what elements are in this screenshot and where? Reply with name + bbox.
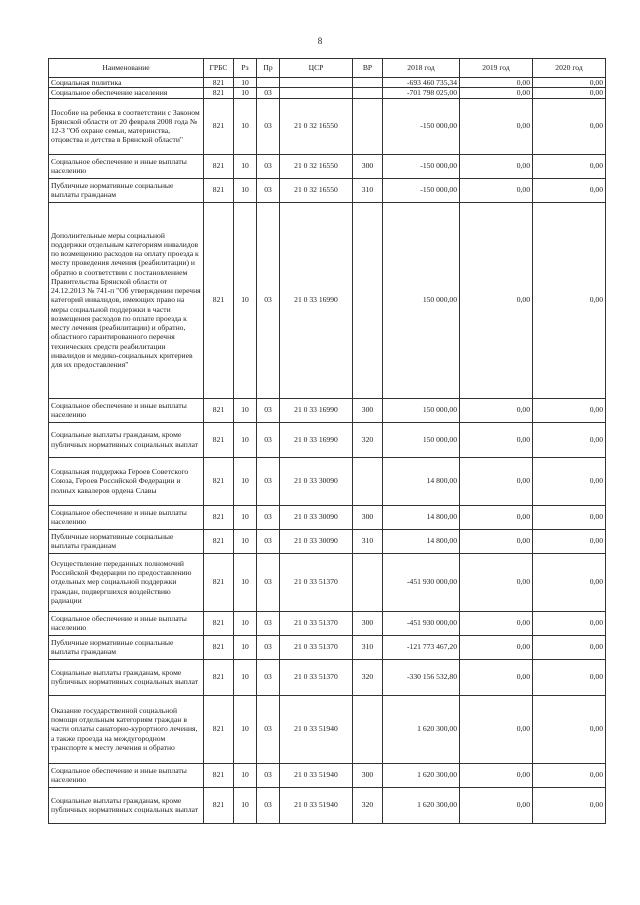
table-row <box>49 695 606 763</box>
cell-name: Социальное обеспечение населения <box>49 88 204 98</box>
cell-pr <box>257 78 280 88</box>
cell-rz: 10 <box>234 635 257 659</box>
cell-2018: 1 620 300,00 <box>383 695 460 763</box>
cell-rz: 10 <box>234 659 257 695</box>
cell-vr: 300 <box>353 154 383 178</box>
cell-vr <box>353 553 383 611</box>
table-row <box>49 98 606 154</box>
cell-name: Социальное обеспечение и иные выплаты населению <box>49 398 204 422</box>
cell-rz: 10 <box>234 88 257 98</box>
cell-pr: 03 <box>257 505 280 529</box>
cell-grbs: 821 <box>204 659 234 695</box>
col-header-pr: Пр <box>257 59 280 78</box>
cell-2019: 0,00 <box>460 398 533 422</box>
cell-rz: 10 <box>234 611 257 635</box>
cell-csr: 21 0 33 30090 <box>280 457 353 505</box>
cell-name: Социальные выплаты гражданам, кроме публичных нормативных социальных выплат <box>49 787 204 823</box>
cell-vr <box>353 88 383 98</box>
cell-2019: 0,00 <box>460 98 533 154</box>
cell-2019: 0,00 <box>460 635 533 659</box>
cell-grbs: 821 <box>204 98 234 154</box>
cell-vr: 320 <box>353 787 383 823</box>
cell-vr: 310 <box>353 178 383 202</box>
cell-2020: 0,00 <box>533 787 606 823</box>
cell-grbs: 821 <box>204 88 234 98</box>
cell-pr: 03 <box>257 457 280 505</box>
cell-2020: 0,00 <box>533 529 606 553</box>
cell-pr: 03 <box>257 787 280 823</box>
cell-2019: 0,00 <box>460 422 533 457</box>
cell-vr <box>353 202 383 398</box>
cell-2019: 0,00 <box>460 763 533 787</box>
cell-2019: 0,00 <box>460 787 533 823</box>
cell-csr <box>280 78 353 88</box>
cell-name: Социальное обеспечение и иные выплаты населению <box>49 154 204 178</box>
cell-pr: 03 <box>257 763 280 787</box>
cell-name: Оказание государственной социальной помощи отдельным категориям граждан в части оплаты санаторно-курортного лечения, а также проезда на междугородном транспорте к месту лечения и обратно <box>49 695 204 763</box>
budget-table <box>48 58 606 824</box>
cell-2019: 0,00 <box>460 78 533 88</box>
cell-pr: 03 <box>257 553 280 611</box>
cell-2019: 0,00 <box>460 202 533 398</box>
cell-csr: 21 0 33 51370 <box>280 659 353 695</box>
cell-csr: 21 0 33 16990 <box>280 202 353 398</box>
cell-rz: 10 <box>234 422 257 457</box>
cell-pr: 03 <box>257 98 280 154</box>
cell-2020: 0,00 <box>533 178 606 202</box>
col-header-2019: 2019 год <box>460 59 533 78</box>
cell-rz: 10 <box>234 695 257 763</box>
cell-2020: 0,00 <box>533 422 606 457</box>
cell-csr: 21 0 33 51940 <box>280 787 353 823</box>
table-row <box>49 611 606 635</box>
cell-grbs: 821 <box>204 398 234 422</box>
cell-pr: 03 <box>257 422 280 457</box>
cell-2020: 0,00 <box>533 635 606 659</box>
cell-rz: 10 <box>234 505 257 529</box>
cell-2019: 0,00 <box>460 178 533 202</box>
cell-name: Дополнительные меры социальной поддержки отдельным категориям инвалидов по возмещению расходов на оплату проезда к месту проведения лечения (реабилитации) и обратно в соответствии с постановлением Правительства Брянской области от 24.12.2013 № 741-п "Об утверждении перечня категорий инвалидов, имеющих право на меры социальной поддержки в части возмещения расходов по оплате проезда к месту лечения (реабилитации) и обратно, областного гарантированного перечня технических средств реабилитации инвалидов и медико-социальных критериев для их предоставления" <box>49 202 204 398</box>
cell-csr: 21 0 32 16550 <box>280 178 353 202</box>
cell-grbs: 821 <box>204 457 234 505</box>
cell-grbs: 821 <box>204 695 234 763</box>
cell-name: Социальное обеспечение и иные выплаты населению <box>49 763 204 787</box>
table-row <box>49 202 606 398</box>
cell-name: Социальная поддержка Героев Советского Союза, Героев Российской Федерации и полных кавалеров ордена Славы <box>49 457 204 505</box>
table-row <box>49 398 606 422</box>
cell-grbs: 821 <box>204 178 234 202</box>
cell-name: Пособие на ребенка в соответствии с Законом Брянской области от 20 февраля 2008 года № 12-З "Об охране семьи, материнства, отцовства и детства в Брянской области" <box>49 98 204 154</box>
cell-csr: 21 0 33 51370 <box>280 611 353 635</box>
col-header-2020: 2020 год <box>533 59 606 78</box>
cell-name: Социальная политика <box>49 78 204 88</box>
cell-vr: 300 <box>353 505 383 529</box>
cell-name: Публичные нормативные социальные выплаты гражданам <box>49 529 204 553</box>
cell-grbs: 821 <box>204 154 234 178</box>
cell-csr: 21 0 33 30090 <box>280 505 353 529</box>
cell-2020: 0,00 <box>533 457 606 505</box>
cell-pr: 03 <box>257 611 280 635</box>
cell-pr: 03 <box>257 398 280 422</box>
cell-pr: 03 <box>257 635 280 659</box>
cell-rz: 10 <box>234 98 257 154</box>
cell-2020: 0,00 <box>533 98 606 154</box>
cell-grbs: 821 <box>204 763 234 787</box>
table-row <box>49 78 606 88</box>
cell-vr <box>353 78 383 88</box>
cell-name: Публичные нормативные социальные выплаты гражданам <box>49 178 204 202</box>
table-row <box>49 88 606 98</box>
cell-grbs: 821 <box>204 505 234 529</box>
cell-2018: 150 000,00 <box>383 398 460 422</box>
cell-2020: 0,00 <box>533 202 606 398</box>
cell-2019: 0,00 <box>460 611 533 635</box>
cell-name: Социальное обеспечение и иные выплаты населению <box>49 611 204 635</box>
cell-grbs: 821 <box>204 787 234 823</box>
cell-2020: 0,00 <box>533 154 606 178</box>
table-row <box>49 505 606 529</box>
cell-pr: 03 <box>257 695 280 763</box>
cell-2020: 0,00 <box>533 695 606 763</box>
cell-grbs: 821 <box>204 529 234 553</box>
cell-2018: 14 800,00 <box>383 505 460 529</box>
col-header-rz: Рз <box>234 59 257 78</box>
cell-2019: 0,00 <box>460 457 533 505</box>
table-row <box>49 154 606 178</box>
cell-grbs: 821 <box>204 202 234 398</box>
cell-csr: 21 0 33 16990 <box>280 422 353 457</box>
cell-csr: 21 0 33 51370 <box>280 553 353 611</box>
cell-vr <box>353 457 383 505</box>
cell-rz: 10 <box>234 398 257 422</box>
cell-2019: 0,00 <box>460 695 533 763</box>
table-row <box>49 422 606 457</box>
col-header-vr: ВР <box>353 59 383 78</box>
cell-rz: 10 <box>234 763 257 787</box>
table-row <box>49 457 606 505</box>
cell-2019: 0,00 <box>460 659 533 695</box>
cell-2018: -451 930 000,00 <box>383 611 460 635</box>
cell-rz: 10 <box>234 178 257 202</box>
cell-csr: 21 0 33 51940 <box>280 695 353 763</box>
cell-csr: 21 0 33 51370 <box>280 635 353 659</box>
cell-pr: 03 <box>257 202 280 398</box>
cell-2018: -121 773 467,20 <box>383 635 460 659</box>
cell-2018: -150 000,00 <box>383 98 460 154</box>
col-header-grbs: ГРБС <box>204 59 234 78</box>
cell-2019: 0,00 <box>460 154 533 178</box>
cell-2020: 0,00 <box>533 398 606 422</box>
cell-2018: -451 930 000,00 <box>383 553 460 611</box>
table-row <box>49 553 606 611</box>
cell-vr: 310 <box>353 635 383 659</box>
cell-vr: 320 <box>353 422 383 457</box>
cell-2018: -693 460 735,34 <box>383 78 460 88</box>
cell-rz: 10 <box>234 553 257 611</box>
cell-2018: -330 156 532,80 <box>383 659 460 695</box>
cell-2020: 0,00 <box>533 611 606 635</box>
cell-name: Социальное обеспечение и иные выплаты населению <box>49 505 204 529</box>
cell-pr: 03 <box>257 659 280 695</box>
cell-2018: 150 000,00 <box>383 422 460 457</box>
cell-csr: 21 0 33 30090 <box>280 529 353 553</box>
cell-vr <box>353 98 383 154</box>
cell-2019: 0,00 <box>460 553 533 611</box>
table-body <box>49 78 606 824</box>
cell-vr <box>353 695 383 763</box>
cell-grbs: 821 <box>204 611 234 635</box>
cell-pr: 03 <box>257 529 280 553</box>
cell-pr: 03 <box>257 178 280 202</box>
table-row <box>49 787 606 823</box>
cell-grbs: 821 <box>204 422 234 457</box>
col-header-name: Наименование <box>49 59 204 78</box>
cell-rz: 10 <box>234 529 257 553</box>
cell-2018: 14 800,00 <box>383 529 460 553</box>
col-header-csr: ЦСР <box>280 59 353 78</box>
table-row <box>49 178 606 202</box>
cell-grbs: 821 <box>204 635 234 659</box>
cell-2018: 1 620 300,00 <box>383 787 460 823</box>
cell-csr: 21 0 33 51940 <box>280 763 353 787</box>
cell-csr: 21 0 33 16990 <box>280 398 353 422</box>
cell-vr: 320 <box>353 659 383 695</box>
cell-vr: 300 <box>353 611 383 635</box>
cell-csr: 21 0 32 16550 <box>280 98 353 154</box>
cell-vr: 310 <box>353 529 383 553</box>
cell-rz: 10 <box>234 78 257 88</box>
cell-2020: 0,00 <box>533 88 606 98</box>
cell-name: Осуществление переданных полномочий Российской Федерации по предоставлению отдельных мер социальной поддержки граждан, подвергшихся воздействию радиации <box>49 553 204 611</box>
cell-2019: 0,00 <box>460 529 533 553</box>
cell-2020: 0,00 <box>533 505 606 529</box>
cell-pr: 03 <box>257 88 280 98</box>
col-header-2018: 2018 год <box>383 59 460 78</box>
cell-name: Социальные выплаты гражданам, кроме публичных нормативных социальных выплат <box>49 659 204 695</box>
cell-rz: 10 <box>234 202 257 398</box>
cell-2018: -150 000,00 <box>383 154 460 178</box>
table-row <box>49 529 606 553</box>
table-row <box>49 635 606 659</box>
header-row <box>49 59 606 78</box>
cell-csr: 21 0 32 16550 <box>280 154 353 178</box>
cell-2018: -701 798 025,00 <box>383 88 460 98</box>
cell-2020: 0,00 <box>533 659 606 695</box>
cell-name: Социальные выплаты гражданам, кроме публичных нормативных социальных выплат <box>49 422 204 457</box>
cell-2019: 0,00 <box>460 505 533 529</box>
cell-2018: 150 000,00 <box>383 202 460 398</box>
cell-2020: 0,00 <box>533 78 606 88</box>
cell-2020: 0,00 <box>533 553 606 611</box>
cell-rz: 10 <box>234 457 257 505</box>
cell-2018: -150 000,00 <box>383 178 460 202</box>
cell-vr: 300 <box>353 398 383 422</box>
cell-rz: 10 <box>234 787 257 823</box>
cell-rz: 10 <box>234 154 257 178</box>
cell-vr: 300 <box>353 763 383 787</box>
cell-grbs: 821 <box>204 553 234 611</box>
table-row <box>49 659 606 695</box>
cell-2020: 0,00 <box>533 763 606 787</box>
cell-name: Публичные нормативные социальные выплаты гражданам <box>49 635 204 659</box>
cell-2019: 0,00 <box>460 88 533 98</box>
cell-2018: 1 620 300,00 <box>383 763 460 787</box>
cell-2018: 14 800,00 <box>383 457 460 505</box>
cell-grbs: 821 <box>204 78 234 88</box>
cell-csr <box>280 88 353 98</box>
table-row <box>49 763 606 787</box>
cell-pr: 03 <box>257 154 280 178</box>
page-number: 8 <box>317 36 323 46</box>
